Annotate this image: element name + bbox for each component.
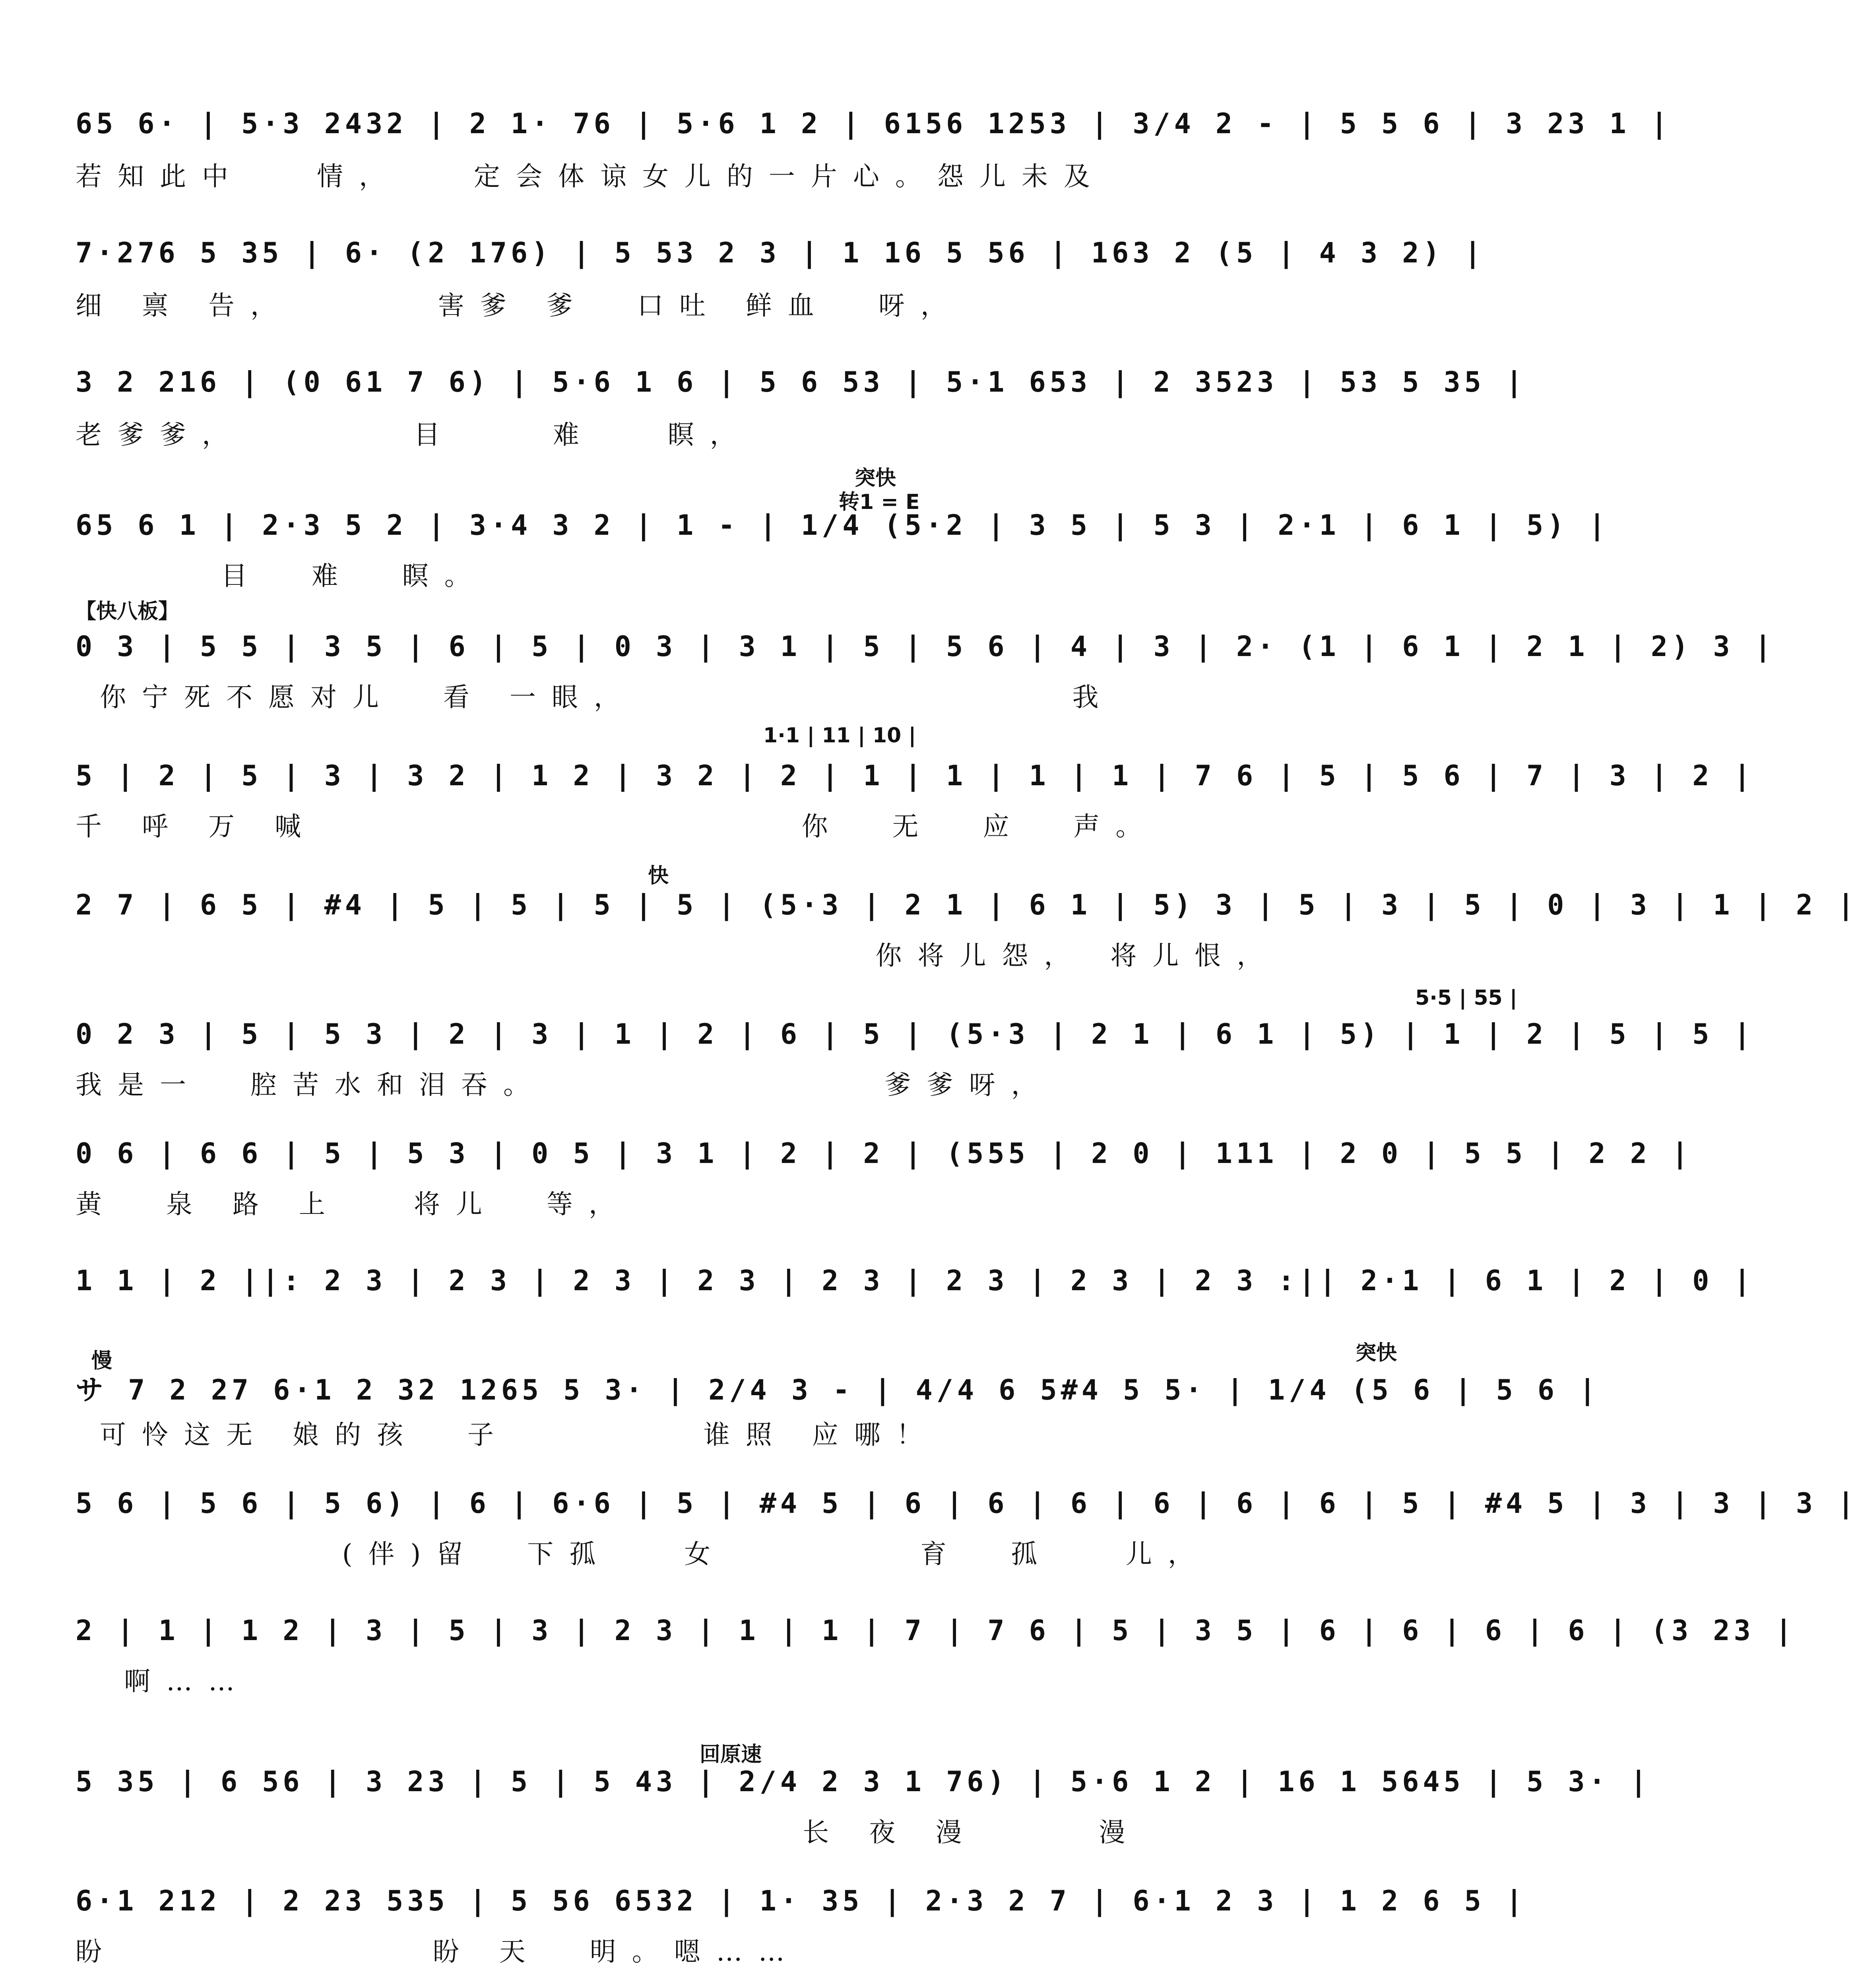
score-row-8 [76,986,1755,1105]
notation-line: 5 35 | 6 56 | 3 23 | 5 | 5 43 | 2/4 2 3 1 76) | 5·6 1 2 | 16 1 5645 | 5 3· | [76,1765,1651,1798]
score-row-1 [76,99,1672,192]
notation-line: 0 6 | 6 6 | 5 | 5 3 | 0 5 | 3 1 | 2 | 2 | (555 | 2 0 | 111 | 2 0 | 5 5 | 2 2 | [76,1137,1693,1170]
notation-line: 65 6 1 | 2·3 5 2 | 3·4 3 2 | 1 - | 1/4 (5·2 | 3 5 | 5 3 | 2·1 | 6 1 | 5) | [76,509,1610,542]
score-row-11 [76,1336,1600,1455]
lyric-line: 目 难 瞑。 [76,561,487,591]
lyric-line: 你宁死不愿对儿 看 一眼， 我 [76,682,1115,712]
notation-line: サ 7 2 27 6·1 2 32 1265 5 3· | 2/4 3 - | 4/4 6 5#4 5 5· | 1/4 (5 6 | 5 6 | [76,1374,1600,1406]
lyric-line: 可怜这无 娘的孩 子 谁照 应哪！ [76,1419,939,1450]
notation-line: 0 3 | 5 5 | 3 5 | 6 | 5 | 0 3 | 3 1 | 5 | 5 6 | 4 | 3 | 2· (1 | 6 1 | 2 1 | 2) 3 | [76,630,1775,663]
lyric-line: 千 呼 万 喊 你 无 应 声。 [76,811,1158,842]
notation-line: 3 2 216 | (0 61 7 6) | 5·6 1 6 | 5 6 53 | 5·1 653 | 2 3523 | 53 5 35 | [76,366,1527,398]
score-row-2 [76,229,1566,320]
notation-line: 0 2 3 | 5 | 5 3 | 2 | 3 | 1 | 2 | 6 | 5 | (5·3 | 2 1 | 6 1 | 5) | 1 | 2 | 5 | 5 | [76,1018,1755,1050]
lyric-line: 长 夜 漫 漫 [76,1817,1141,1848]
score-row-13 [76,1606,1796,1702]
tempo-marker: 突快 [855,466,896,490]
variation-marker: 1·1 | 11 | 10 | [763,724,916,747]
score-row-5 [76,594,1775,714]
lyric-line: 盼 盼 天 明。嗯…… [76,1936,801,1967]
lyric-line: (伴)留 下孤 女 育 孤 儿， [76,1539,1210,1569]
notation-line: 5 | 2 | 5 | 3 | 3 2 | 1 2 | 3 2 | 2 | 1 | 1 | 1 | 1 | 7 6 | 5 | 5 6 | 7 | 3 | 2 | [76,759,1755,792]
lyric-line: 啊…… [76,1666,250,1697]
notation-line: 2 | 1 | 1 2 | 3 | 5 | 3 | 2 3 | 1 | 1 | 7 | 7 6 | 5 | 3 5 | 6 | 6 | 6 | 6 | (3 23 | [76,1614,1796,1647]
lyric-line: 细 禀 告， 害爹 爹 口吐 鲜血 呀， [76,290,963,321]
notation-line: 5 6 | 5 6 | 5 6) | 6 | 6·6 | 5 | #4 5 | 6 | 6 | 6 | 6 | 6 | 6 | 5 | #4 5 | 3 | 3 | 3 | [76,1487,1858,1520]
lyric-line: 你将儿怨， 将儿恨， [76,940,1279,971]
lyric-line: 黄 泉 路 上 将儿 等， [76,1189,631,1219]
score-row-12 [76,1479,1858,1574]
score-row-14 [76,1738,1651,1857]
section-marker: 【快八板】 [76,600,179,623]
lyric-line: 我是一 腔苦水和泪吞。 爹爹呀， [76,1070,1053,1100]
tempo-marker: 回原速 [700,1743,762,1767]
score-row-15 [76,1877,1566,1972]
tempo-marker: 慢 [91,1349,112,1373]
score-row-9 [76,1129,1693,1225]
score-row-7 [76,859,1858,978]
notation-line: 2 7 | 6 5 | #4 | 5 | 5 | 5 | 5 | (5·3 | 2 1 | 6 1 | 5) 3 | 5 | 3 | 5 | 0 | 3 | 1 | 2 | [76,889,1858,921]
tempo-marker: 快 [648,864,669,888]
score-row-3 [76,358,1566,449]
notation-line: 7·276 5 35 | 6· (2 176) | 5 53 2 3 | 1 16 5 56 | 163 2 (5 | 4 3 2) | [76,237,1485,269]
score-row-10 [76,1256,1755,1320]
score-row-6 [76,724,1755,843]
tempo-marker: 突快 [1356,1341,1397,1365]
variation-marker: 5·5 | 55 | [1415,986,1517,1010]
notation-line: 65 6· | 5·3 2432 | 2 1· 76 | 5·6 1 2 | 6156 1253 | 3/4 2 - | 5 5 6 | 3 23 1 | [76,107,1672,140]
notation-line: 6·1 212 | 2 23 535 | 5 56 6532 | 1· 35 | 2·3 2 7 | 6·1 2 3 | 1 2 6 5 | [76,1885,1527,1917]
key-change-marker: 转1 = E [839,490,920,514]
score-row-4 [76,461,1610,591]
lyric-line: 老爹爹， 目 难 瞑， [76,419,752,450]
lyric-line: 若知此中 情， 定会体谅女儿的一片心。怨儿未及 [76,161,1106,192]
notation-line: 1 1 | 2 ||: 2 3 | 2 3 | 2 3 | 2 3 | 2 3 | 2 3 | 2 3 | 2 3 :|| 2·1 | 6 1 | 2 | 0 | [76,1264,1755,1297]
